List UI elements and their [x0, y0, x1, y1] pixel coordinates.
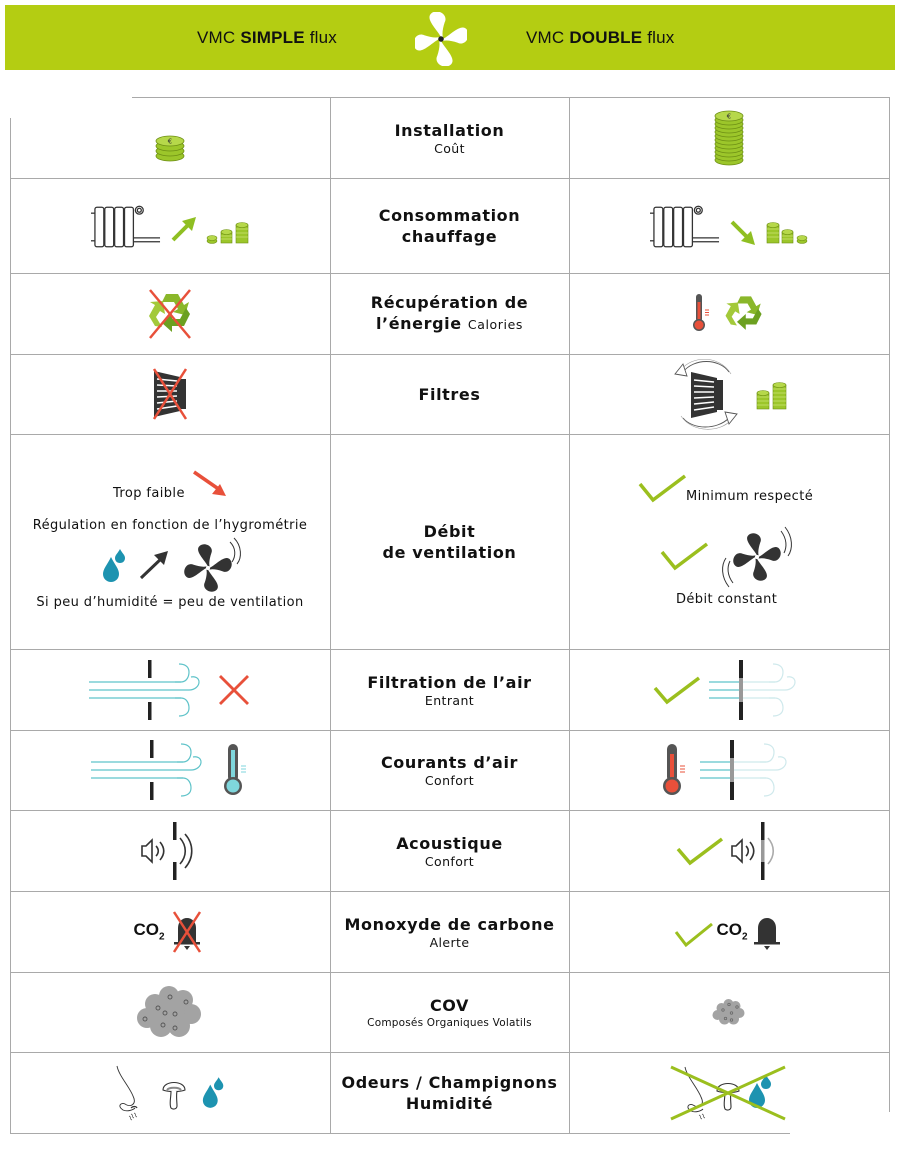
check-icon	[674, 922, 714, 948]
criterion-title: COV	[429, 995, 470, 1015]
arrow-down-right-icon	[729, 219, 757, 247]
speaker-through-wall-icon	[140, 822, 200, 880]
cell-double	[569, 891, 889, 972]
cell-criterion	[330, 354, 569, 434]
note-minimum-respecte: Minimum respecté	[686, 489, 814, 504]
row-filtres	[10, 354, 890, 434]
fan-icon	[180, 536, 244, 596]
cell-simple	[10, 434, 330, 649]
note-humidite: Si peu d’humidité = peu de ventilation	[36, 595, 304, 610]
replace-cycle-arrows-icon	[669, 356, 749, 432]
recycle-icon	[722, 292, 766, 336]
cell-double	[569, 178, 889, 273]
cell-simple	[10, 649, 330, 730]
cell-double	[569, 972, 889, 1052]
row-recuperation-energie	[10, 273, 890, 354]
criterion-title-line2: Humidité	[405, 1093, 494, 1113]
cell-double	[569, 649, 889, 730]
note-debit-constant: Débit constant	[676, 592, 778, 607]
row-cov	[10, 972, 890, 1052]
pollution-cloud-large-icon	[135, 984, 205, 1040]
criterion-subtitle: Calories	[467, 317, 524, 332]
cell-double	[569, 273, 889, 354]
cell-criterion	[330, 178, 569, 273]
row-installation	[10, 97, 890, 178]
cell-criterion	[330, 810, 569, 891]
green-cross-icon	[671, 1067, 785, 1119]
row-filtration-air	[10, 649, 890, 730]
cell-criterion	[330, 649, 569, 730]
alarm-bell-icon	[750, 912, 784, 952]
mushroom-icon	[161, 1076, 187, 1110]
grid-line	[10, 1133, 890, 1134]
criterion-title: Acoustique	[396, 833, 503, 853]
cell-criterion	[330, 730, 569, 810]
speaker-blocked-icon	[730, 822, 782, 880]
criterion-title: Filtres	[418, 384, 481, 404]
cell-criterion	[330, 891, 569, 972]
page-margin	[0, 90, 132, 118]
arrow-up-right-icon	[138, 549, 170, 581]
header-double-flux: VMC DOUBLE flux	[526, 28, 675, 47]
recycle-icon	[145, 289, 195, 339]
row-debit-ventilation	[10, 434, 890, 649]
criterion-title-line1: Récupération de	[370, 293, 529, 312]
cell-double	[569, 810, 889, 891]
radiator-icon	[90, 204, 162, 248]
header-simple-flux: VMC SIMPLE flux	[197, 28, 337, 47]
cell-criterion	[330, 97, 569, 178]
row-odeurs-champignons	[10, 1052, 890, 1133]
cell-simple	[10, 810, 330, 891]
cell-double	[569, 97, 889, 178]
svg-text:€: €	[726, 112, 732, 120]
cross-icon	[217, 673, 251, 707]
criterion-title-line1: Odeurs / Champignons	[341, 1072, 558, 1092]
water-drops-icon	[100, 547, 130, 583]
criterion-subtitle: Coût	[434, 140, 465, 156]
check-icon	[676, 835, 724, 867]
criterion-title-line1: Débit	[423, 521, 476, 541]
coins-decreasing-icon	[765, 221, 809, 245]
filtered-air-flow-icon	[709, 660, 805, 720]
check-icon	[660, 540, 710, 572]
thermometer-hot-icon	[662, 744, 688, 796]
criterion-title: Courants d’air	[380, 753, 519, 772]
cell-simple	[10, 178, 330, 273]
criterion-subtitle: Alerte	[429, 934, 470, 950]
co2-label: $CO_2$	[133, 920, 165, 943]
row-consommation-chauffage	[10, 178, 890, 273]
criterion-title-line1: Consommation	[378, 205, 521, 225]
cell-criterion	[330, 273, 569, 354]
coin-stack-small-icon	[153, 134, 187, 162]
co2-label: $CO_2$	[716, 920, 748, 943]
criterion-subtitle: Composés Organiques Volatils	[367, 1016, 532, 1029]
cell-simple	[10, 354, 330, 434]
note-regulation: Régulation en fonction de l’hygrométrie	[32, 518, 308, 533]
page-margin	[790, 1112, 900, 1142]
cell-simple	[10, 730, 330, 810]
cell-double	[569, 434, 889, 649]
arrow-down-right-red-icon	[192, 470, 228, 498]
water-drops-icon	[201, 1074, 227, 1112]
note-trop-faible: Trop faible	[113, 486, 185, 501]
arrow-up-right-icon	[170, 215, 198, 243]
cell-criterion	[330, 1052, 569, 1133]
thermometer-cold-icon	[223, 744, 249, 796]
cell-simple	[10, 891, 330, 972]
coins-icon	[755, 381, 789, 411]
criterion-title-line2: chauffage	[401, 226, 498, 246]
alarm-bell-icon	[167, 910, 207, 954]
air-flow-icon	[91, 740, 213, 800]
check-icon	[653, 674, 701, 706]
cell-criterion	[330, 972, 569, 1052]
check-icon	[638, 472, 688, 504]
cell-double	[569, 354, 889, 434]
criterion-subtitle: Confort	[424, 853, 475, 869]
pollution-cloud-small-icon	[711, 998, 747, 1026]
fan-icon	[415, 12, 467, 66]
svg-text:€: €	[167, 137, 173, 145]
nose-icon	[113, 1064, 147, 1122]
filtered-air-flow-icon	[700, 740, 796, 800]
criterion-title: Installation	[394, 120, 505, 140]
fan-icon	[717, 522, 797, 592]
criterion-subtitle: Entrant	[424, 692, 475, 708]
criterion-subtitle: Confort	[424, 773, 475, 788]
coins-increasing-icon	[206, 221, 250, 245]
comparison-header	[5, 5, 895, 70]
row-courants-air	[10, 730, 890, 810]
row-acoustique	[10, 810, 890, 891]
criterion-title: Filtration de l’air	[367, 672, 532, 692]
thermometer-hot-icon	[692, 294, 712, 334]
criterion-title-line2: l’énergie	[375, 314, 462, 333]
cell-criterion	[330, 434, 569, 649]
coin-stack-tall-icon	[712, 110, 746, 166]
air-flow-icon	[89, 660, 211, 720]
cell-simple	[10, 1052, 330, 1133]
cell-simple	[10, 273, 330, 354]
cell-simple	[10, 972, 330, 1052]
odours-prevented-icon	[669, 1063, 789, 1123]
cell-double	[569, 730, 889, 810]
criterion-title: Monoxyde de carbone	[344, 914, 555, 934]
criterion-title-line2: de ventilation	[382, 542, 517, 562]
radiator-icon	[649, 204, 721, 248]
filter-icon	[144, 368, 196, 420]
row-monoxyde-carbone	[10, 891, 890, 972]
